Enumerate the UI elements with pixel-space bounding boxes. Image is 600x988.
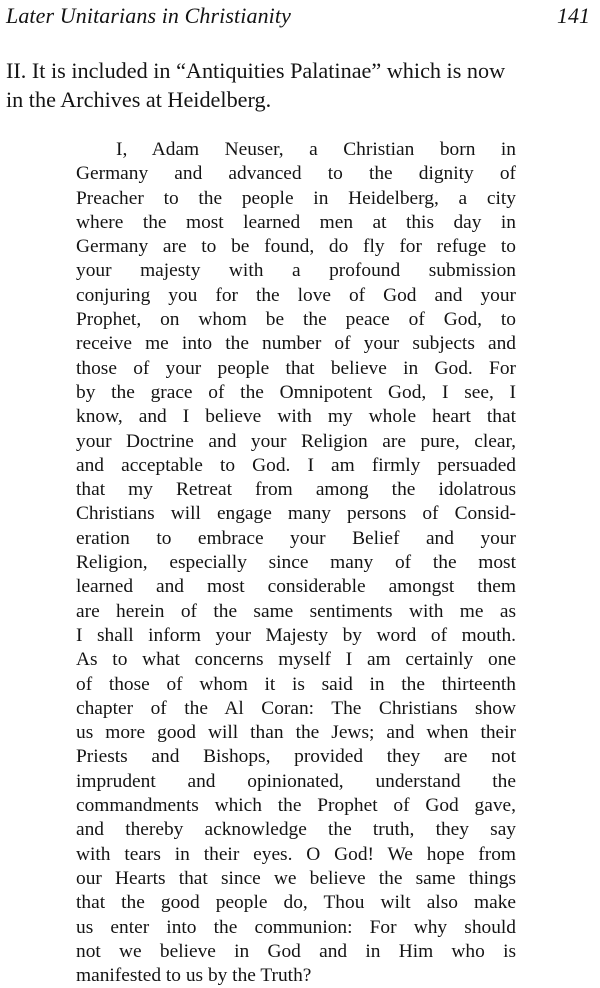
letter-line: our Hearts that since we believe the same things (76, 867, 516, 889)
letter-line: and thereby acknowledge the truth, they say (76, 819, 516, 841)
letter-line: know, and I believe with my whole heart that (76, 406, 516, 428)
letter-line: I, Adam Neuser, a Christian born in (116, 139, 516, 160)
letter-line: of those of whom it is said in the thirteenth (76, 673, 516, 695)
letter-line: Germany are to be found, do fly for refuge to (76, 236, 516, 258)
letter-line: Christians will engage many persons of Consid- (76, 503, 516, 525)
intro-paragraph (6, 56, 596, 114)
letter-line: receive me into the number of your subjects and (76, 333, 516, 355)
letter-line: Prophet, on whom be the peace of God, to (76, 309, 516, 331)
letter-line: us enter into the communion: For why should (76, 916, 516, 938)
letter-line: eration to embrace your Belief and your (76, 527, 516, 549)
letter-line: chapter of the Al Coran: The Christians show (76, 697, 516, 719)
letter-block-quote (76, 138, 516, 988)
running-head: Later Unitarians in Christianity (6, 3, 291, 28)
letter-line: with tears in their eyes. O God! We hope from (76, 843, 516, 865)
page-number: 141 (557, 3, 590, 28)
letter-line: learned and most considerable amongst them (76, 576, 516, 598)
letter-line: and acceptable to God. I am firmly persuaded (76, 454, 516, 476)
letter-line: by the grace of the Omnipotent God, I see, I (76, 381, 516, 403)
letter-line: where the most learned men at this day in (76, 211, 516, 233)
letter-line: conjuring you for the love of God and your (76, 284, 516, 306)
letter-line: manifested to us by the Truth? (76, 965, 312, 987)
letter-line: I shall inform your Majesty by word of mouth. (76, 624, 516, 646)
letter-line: Religion, especially since many of the most (76, 552, 516, 574)
letter-line: imprudent and opinionated, understand the (76, 770, 516, 792)
letter-line: those of your people that believe in God. For (76, 357, 516, 379)
letter-line: your Doctrine and your Religion are pure, clear, (76, 430, 516, 452)
letter-line: Preacher to the people in Heidelberg, a city (76, 187, 516, 209)
page-header (6, 3, 590, 31)
letter-line: your majesty with a profound submission (76, 260, 516, 282)
letter-line: that my Retreat from among the idolatrous (76, 479, 516, 501)
letter-line: us more good will than the Jews; and when their (76, 722, 516, 744)
letter-line: Germany and advanced to the dignity of (76, 163, 516, 185)
letter-line: are herein of the same sentiments with me as (76, 600, 516, 622)
letter-line: commandments which the Prophet of God gave, (76, 795, 516, 817)
intro-line: in the Archives at Heidelberg. (6, 87, 272, 112)
letter-line: As to what concerns myself I am certainly one (76, 649, 516, 671)
letter-line: Priests and Bishops, provided they are not (76, 746, 516, 768)
letter-line: that the good people do, Thou wilt also make (76, 892, 516, 914)
letter-line: not we believe in God and in Him who is (76, 940, 516, 962)
intro-line: II. It is included in “Antiquities Palatinae” which is now (6, 58, 506, 83)
